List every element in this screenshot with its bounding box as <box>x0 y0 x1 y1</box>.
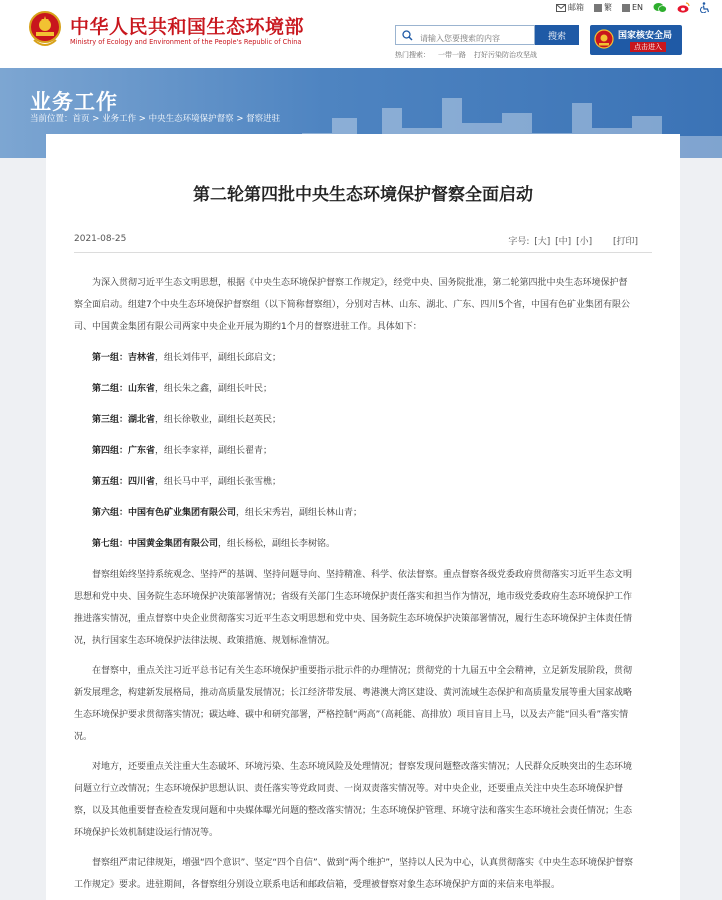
nsa-emblem-icon <box>594 29 614 51</box>
body-paragraph: 督察组严肃记律规矩，增强“四个意识”、坚定“四个自信”、做到“两个维护”，坚持以人民为中心，认真贯彻落实《中央生态环境保护督察工作规定》要求。进驻期间，各督察组分别设立联系电话和邮政信箱，受理被督察对象生态环境保护方面的来信来电举报。 <box>74 858 633 890</box>
group-item <box>74 409 634 431</box>
group-target: 吉林省 <box>128 353 156 363</box>
font-size-label: 字号: <box>508 237 530 247</box>
section-title: 业务工作 <box>30 90 118 114</box>
print-button[interactable]: [打印] <box>612 237 638 247</box>
paragraph-gap <box>74 748 634 756</box>
hot-search-link[interactable]: 一带一路 <box>438 51 466 59</box>
mail-link[interactable]: 邮箱 <box>556 2 584 13</box>
group-item <box>74 471 634 493</box>
publish-date: 2021-08-25 <box>74 234 127 244</box>
font-small-button[interactable]: [小] <box>576 237 593 247</box>
group-item <box>74 440 634 462</box>
group-leaders: ，组长马中平，副组长张雪樵； <box>155 477 282 487</box>
group-item <box>74 347 634 369</box>
group-target: 山东省 <box>128 384 156 394</box>
breadcrumb-current[interactable]: 督察进驻 <box>246 114 281 124</box>
group-leaders: ，组长李家祥，副组长翟青； <box>155 446 273 456</box>
intro-paragraph: 为深入贯彻习近平生态文明思想，根据《中央生态环境保护督察工作规定》，经党中央、国务院批准，第二轮第四批中央生态环境保护督察全面启动。组建7个中央生态环境保护督察组（以下简称督察组），分别对吉林、山东、湖北、广东、四川5个省，中国有色矿业集团有限公司、中国黄金集团有限公司两家中央企业开展为期约1个月的督察进驻工作。具体如下： <box>74 278 630 332</box>
body-paragraph: 在督察中，重点关注习近平总书记有关生态环境保护重要指示批示件的办理情况；贯彻党的十九届五中全会精神，立足新发展阶段，贯彻新发展理念，构建新发展格局，推动高质量发展情况；长江经济带发展、粤港澳大湾区建设、黄河流域生态保护和高质量发展等重大国家战略生态环境保护要求贯彻落实情况；碳达峰、碳中和研究部署，严格控制“两高”（高耗能、高排放）项目盲目上马，以及去产能“回头看”落实情况。 <box>74 666 633 742</box>
breadcrumb-inspection[interactable]: 中央生态环境保护督察 <box>148 114 234 124</box>
group-leaders: ，组长徐敬业，副组长赵英民； <box>155 415 282 425</box>
national-emblem-icon[interactable] <box>28 10 62 48</box>
nsa-entry-button[interactable] <box>590 25 682 55</box>
nsa-name: 国家核安全局 <box>618 31 673 41</box>
mail-icon <box>556 4 566 12</box>
breadcrumb-home[interactable]: 首页 <box>72 114 90 124</box>
body-paragraph: 对地方，还要重点关注重大生态破坏、环境污染、生态环境风险及处理情况；督察发现问题整改落实情况；人民群众反映突出的生态环境问题立行立改情况；生态环境保护思想认识、责任落实等党政同责、一岗双责落实情况等。对中央企业，还要重点关注中央生态环境保护督察，以及其他重要督查检查发现问题和中央媒体曝光问题的整改落实情况；生态环境保护管理、环境守法和落实生态环境社会责任情况；生态环境保护长效机制建设运行情况等。 <box>74 762 633 838</box>
breadcrumb-business[interactable]: 业务工作 <box>102 114 137 124</box>
language-icon <box>594 4 602 12</box>
group-target: 中国有色矿业集团有限公司 <box>128 508 237 518</box>
article-meta <box>74 234 652 248</box>
site-title[interactable]: 中华人民共和国生态环境部 <box>70 16 305 38</box>
article-body <box>74 272 634 896</box>
hot-search <box>395 50 545 60</box>
search-icon <box>402 30 413 41</box>
search-button[interactable]: 搜索 <box>535 25 579 45</box>
group-label: 第一组： <box>92 353 129 363</box>
paragraph-gap <box>74 652 634 660</box>
group-label: 第四组： <box>92 446 129 456</box>
group-label: 第七组： <box>92 539 129 549</box>
paragraph-gap <box>74 844 634 852</box>
weibo-icon[interactable] <box>677 2 690 13</box>
search-box <box>395 25 535 45</box>
group-item <box>74 533 634 555</box>
english-link[interactable]: EN <box>622 3 643 12</box>
breadcrumb-label: 当前位置： <box>30 114 73 124</box>
site-subtitle: Ministry of Ecology and Environment of the People's Republic of China <box>70 38 302 46</box>
group-leaders: ，组长杨松，副组长李树铭。 <box>218 539 336 549</box>
hot-search-link[interactable]: 打好污染防治攻坚战 <box>474 51 537 59</box>
group-label: 第五组： <box>92 477 129 487</box>
article-title: 第二轮第四批中央生态环境保护督察全面启动 <box>193 185 533 205</box>
group-target: 中国黄金集团有限公司 <box>128 539 219 549</box>
group-item <box>74 502 634 524</box>
font-medium-button[interactable]: [中] <box>555 237 572 247</box>
group-target: 广东省 <box>128 446 156 456</box>
group-item <box>74 378 634 400</box>
breadcrumb-separator: > <box>233 114 247 124</box>
breadcrumb <box>30 112 280 124</box>
top-links <box>556 2 710 13</box>
hot-search-label: 热门搜索： <box>395 51 430 59</box>
group-target: 湖北省 <box>128 415 156 425</box>
search-input[interactable] <box>420 30 530 48</box>
group-leaders: ，组长刘伟平，副组长邱启文； <box>155 353 282 363</box>
group-leaders: ，组长朱之鑫，副组长叶民； <box>155 384 273 394</box>
language-icon <box>622 4 630 12</box>
accessibility-icon[interactable] <box>700 2 710 13</box>
site-header <box>0 0 722 68</box>
breadcrumb-separator: > <box>89 114 103 124</box>
group-label: 第六组： <box>92 508 129 518</box>
group-target: 四川省 <box>128 477 156 487</box>
group-leaders: ，组长宋秀岩，副组长林山青； <box>236 508 363 518</box>
body-paragraph: 督察组始终坚持系统观念、坚持严的基调、坚持问题导向、坚持精准、科学、依法督察。重点督察各级党委政府贯彻落实习近平生态文明思想和党中央、国务院生态环境保护决策部署情况；省级有关部门生态环境保护责任落实和担当作为情况，地市级党委政府生态环境保护工作推进落实情况，重点督察中央企业贯彻落实习近平生态文明思想和党中央、国务院生态环境保护决策部署情况，履行生态环境保护主体责任情况，执行国家生态环境保护法律法规、政策措施、规划标准情况。 <box>74 570 633 646</box>
font-large-button[interactable]: [大] <box>534 237 551 247</box>
article-panel <box>46 134 680 900</box>
group-label: 第二组： <box>92 384 129 394</box>
breadcrumb-separator: > <box>136 114 149 124</box>
article-tools <box>506 234 638 247</box>
group-label: 第三组： <box>92 415 129 425</box>
traditional-chinese-link[interactable]: 繁 <box>594 2 612 13</box>
nsa-link: 点击进入 <box>630 42 666 52</box>
meta-divider <box>74 252 652 253</box>
wechat-icon[interactable] <box>653 2 667 13</box>
